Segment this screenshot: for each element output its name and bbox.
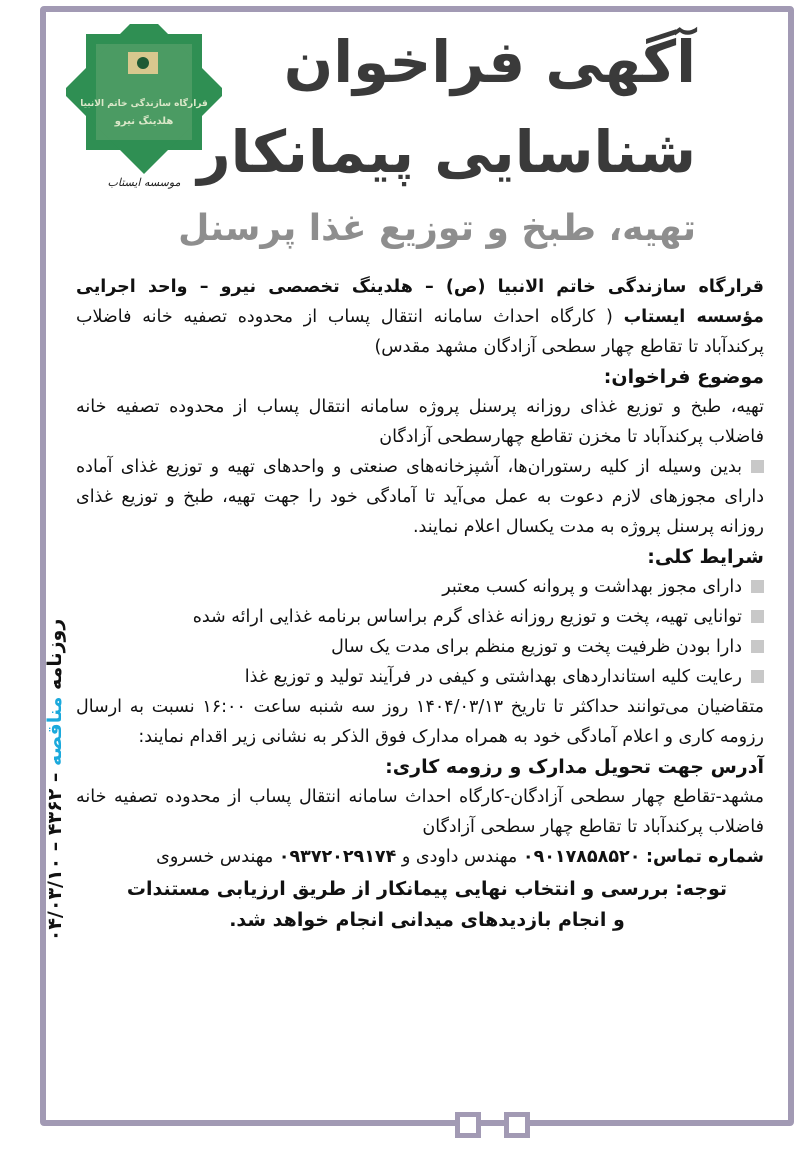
condition-item bbox=[76, 602, 764, 632]
contact-line bbox=[76, 842, 764, 872]
note-line-2: و انجام بازدیدهای میدانی انجام خواهد شد. bbox=[229, 909, 625, 931]
contact-name-1: مهندس داودی و bbox=[401, 847, 518, 867]
condition-text: دارای مجوز بهداشت و پروانه کسب معتبر bbox=[442, 577, 742, 597]
condition-text: رعایت کلیه استانداردهای بهداشتی و کیفی در فرآیند تولید و توزیع غذا bbox=[244, 667, 742, 687]
invite-paragraph bbox=[76, 452, 764, 542]
logo-text-2: هلدینگ نیرو bbox=[114, 116, 174, 127]
seal-icon bbox=[128, 52, 158, 74]
title-line-1: آگهی فراخوان bbox=[283, 28, 696, 96]
newspaper-side-label bbox=[2, 600, 66, 960]
frame-ornament-left bbox=[455, 1112, 481, 1138]
title-line-2: شناسایی پیمانکار bbox=[197, 118, 696, 186]
deadline-text: متقاضیان می‌توانند حداکثر تا تاریخ ۱۴۰۴/۰۳/۱۳ روز سه شنبه ساعت ۱۶:۰۰ نسبت به ارسال رزومه کاری و اعلام آمادگی خود به همراه مدارک فوق الذکر به نشانی زیر اقدام نمایند: bbox=[76, 697, 764, 747]
contact-phone-1: ۰۹۰۱۷۸۵۸۵۲۰ bbox=[522, 847, 641, 867]
condition-text: توانایی تهیه، پخت و توزیع روزانه غذای گرم براساس برنامه غذایی ارائه شده bbox=[192, 607, 742, 627]
side-label-brand: مناقصه bbox=[44, 696, 66, 766]
intro-project: ( کارگاه احداث سامانه انتقال پساب از محدوده تصفیه خانه فاضلاب پرکندآباد تا تقاطع چهار سطحی آزادگان مشهد مقدس) bbox=[76, 307, 764, 357]
condition-item bbox=[76, 662, 764, 692]
invite-text: بدین وسیله از کلیه رستوران‌ها، آشپزخانه‌های صنعتی و واحدهای تهیه و توزیع غذای آماده دارای مجوزهای لازم دعوت به عمل می‌آید تا آمادگی خود را جهت تهیه، طبخ و توزیع غذای روزانه پرسنل پروژه به مدت یکسال اعلام نمایند. bbox=[76, 457, 764, 537]
address-heading: آدرس جهت تحویل مدارک و رزومه کاری: bbox=[385, 756, 764, 778]
side-label-prefix: روزنامه bbox=[44, 618, 66, 690]
contact-name-2: مهندس خسروی bbox=[156, 847, 274, 867]
ad-body bbox=[76, 272, 764, 936]
condition-text: دارا بودن ظرفیت پخت و توزیع منظم برای مدت یک سال bbox=[331, 637, 742, 657]
condition-item bbox=[76, 572, 764, 602]
subject-text: تهیه، طبخ و توزیع غذای روزانه پرسنل پروژه سامانه انتقال پساب از محدوده تصفیه خانه فاضلاب پرکندآباد تا مخزن تقاطع چهارسطحی آزادگان bbox=[76, 397, 764, 447]
frame-ornament-right bbox=[504, 1112, 530, 1138]
conditions-heading: شرایط کلی: bbox=[647, 546, 764, 568]
contact-phone-2: ۰۹۳۷۲۰۲۹۱۷۴ bbox=[278, 847, 397, 867]
logo-caption: موسسه ایستاب bbox=[107, 176, 181, 189]
note-block bbox=[76, 874, 764, 936]
side-label-issue: – ۴۳۶۲ – ۰۴/۰۳/۱۰ bbox=[44, 772, 66, 942]
intro-organization: قرارگاه سازندگی خاتم الانبیا (ص) – هلدینگ تخصصی نیرو – واحد اجرایی مؤسسه ایستاب bbox=[76, 277, 764, 327]
logo-text-1: قرارگاه سازندگی خاتم الانبیا bbox=[80, 99, 208, 109]
condition-item bbox=[76, 632, 764, 662]
title-line-3: تهیه، طبخ و توزیع غذا پرسنل bbox=[178, 208, 696, 249]
address-text: مشهد-تقاطع چهار سطحی آزادگان-کارگاه احداث سامانه انتقال پساب از محدوده تصفیه خانه فاضلاب پرکندآباد تا تقاطع چهار سطحی آزادگان bbox=[76, 787, 764, 837]
contact-label: شماره تماس: bbox=[645, 847, 764, 867]
note-line-1: توجه: بررسی و انتخاب نهایی پیمانکار از طریق ارزیابی مستندات bbox=[126, 878, 728, 900]
intro-paragraph bbox=[76, 272, 764, 362]
subject-heading: موضوع فراخوان: bbox=[603, 366, 764, 388]
